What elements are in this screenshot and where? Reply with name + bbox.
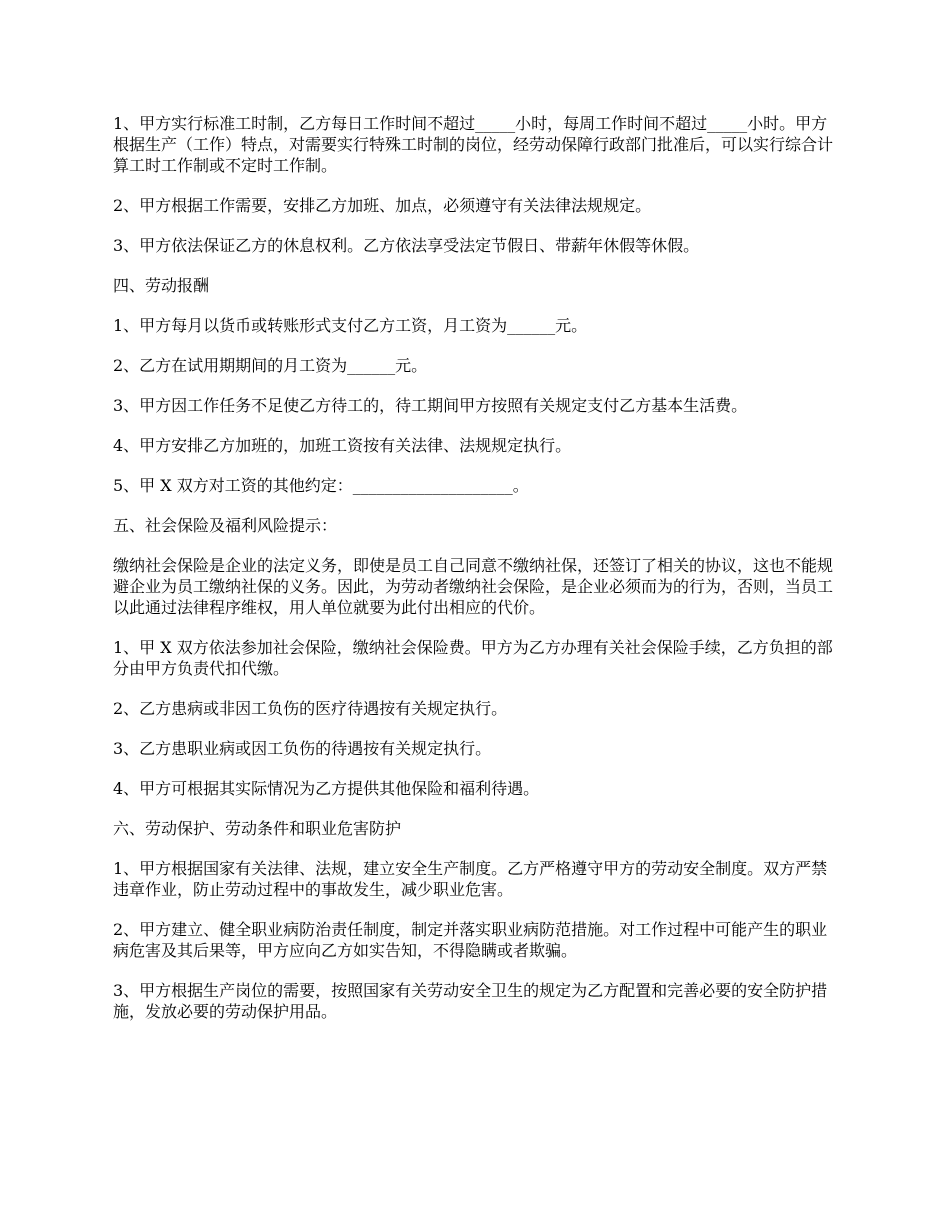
paragraph-idle-pay: 3、甲方因工作任务不足使乙方待工的，待工期间甲方按照有关规定支付乙方基本生活费。 bbox=[113, 396, 748, 415]
paragraph-safety-system: 1、甲方根据国家有关法律、法规，建立安全生产制度。乙方严格遵守甲方的劳动安全制度。双方严禁违章作业，防止劳动过程中的事故发生，减少职业危害。 bbox=[113, 859, 828, 899]
paragraph-other-wage-terms: 5、甲 X 双方对工资的其他约定：____________________。 bbox=[113, 476, 529, 495]
paragraph-medical-treatment: 2、乙方患病或非因工负伤的医疗待遇按有关规定执行。 bbox=[113, 699, 508, 718]
paragraph-rest: 3、甲方依法保证乙方的休息权利。乙方依法享受法定节假日、带薪年休假等休假。 bbox=[113, 236, 700, 255]
paragraph-overtime-pay: 4、甲方安排乙方加班的，加班工资按有关法律、法规规定执行。 bbox=[113, 436, 572, 455]
paragraph-monthly-wage: 1、甲方每月以货币或转账形式支付乙方工资，月工资为______元。 bbox=[113, 316, 588, 335]
section-heading-remuneration: 四、劳动报酬 bbox=[113, 276, 210, 295]
section-heading-social-insurance: 五、社会保险及福利风险提示： bbox=[113, 516, 338, 535]
paragraph-probation-wage: 2、乙方在试用期期间的月工资为______元。 bbox=[113, 356, 428, 375]
paragraph-other-benefits: 4、甲方可根据其实际情况为乙方提供其他保险和福利待遇。 bbox=[113, 779, 540, 798]
paragraph-working-hours: 1、甲方实行标准工时制，乙方每日工作时间不超过_____小时，每周工作时间不超过_____小时。甲方根据生产（工作）特点，对需要实行特殊工时制的岗位，经劳动保障行政部门批准后，可以实行综合计算工时工作制或不定时工作制。 bbox=[113, 114, 834, 175]
paragraph-insurance-risk: 缴纳社会保险是企业的法定义务，即使是员工自己同意不缴纳社保，还签订了相关的协议，这也不能规避企业为员工缴纳社保的义务。因此，为劳动者缴纳社会保险，是企业必须而为的行为，否则，当员工以此通过法律程序维权，用人单位就要为此付出相应的代价。 bbox=[113, 556, 834, 617]
paragraph-overtime: 2、甲方根据工作需要，安排乙方加班、加点，必须遵守有关法律法规规定。 bbox=[113, 196, 652, 215]
paragraph-protective-equipment: 3、甲方根据生产岗位的需要，按照国家有关劳动安全卫生的规定为乙方配置和完善必要的安全防护措施，发放必要的劳动保护用品。 bbox=[113, 981, 828, 1021]
paragraph-insurance-participation: 1、甲 X 双方依法参加社会保险，缴纳社会保险费。甲方为乙方办理有关社会保险手续，乙方负担的部分由甲方负责代扣代缴。 bbox=[113, 638, 833, 678]
paragraph-occupational-disease: 2、甲方建立、健全职业病防治责任制度，制定并落实职业病防范措施。对工作过程中可能产生的职业病危害及其后果等，甲方应向乙方如实告知，不得隐瞒或者欺骗。 bbox=[113, 920, 828, 960]
section-heading-labor-protection: 六、劳动保护、劳动条件和职业危害防护 bbox=[113, 819, 402, 838]
paragraph-occupational-injury: 3、乙方患职业病或因工负伤的待遇按有关规定执行。 bbox=[113, 739, 492, 758]
